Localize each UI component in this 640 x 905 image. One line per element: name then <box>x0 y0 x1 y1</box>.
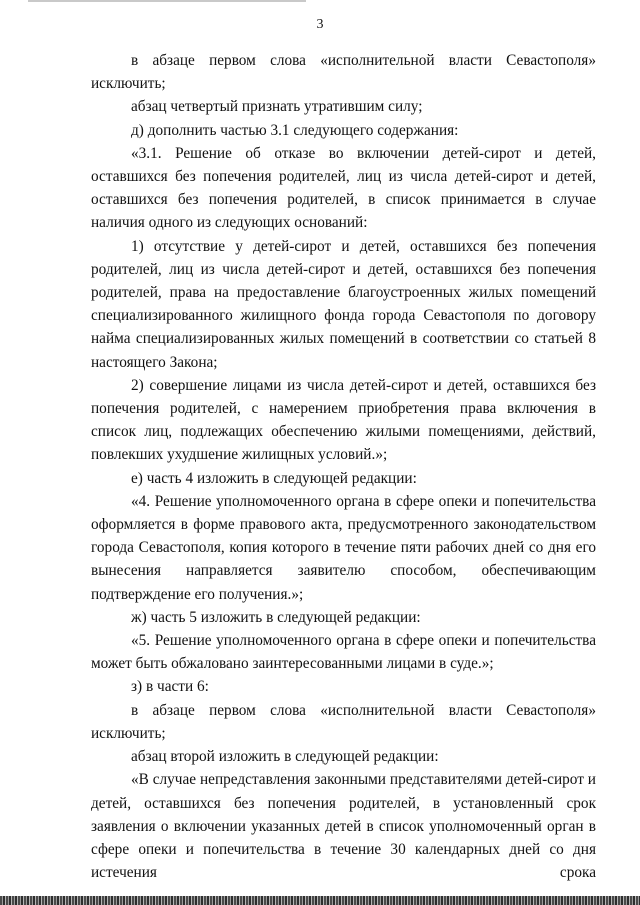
paragraph-11: з) в части 6: <box>131 678 209 696</box>
scan-edge-bottom <box>0 896 640 905</box>
paragraph-10: «5. Решение уполномоченного органа в сфере опеки и попечительства может быть обжаловано заинтересованными лицами в суде.»; <box>91 632 596 673</box>
paragraph-12: в абзаце первом слова «исполнительной власти Севастополя» исключить; <box>91 701 596 742</box>
paragraph-14: «В случае непредставления законными представителями детей-сирот и детей, оставшихся без попечения родителей, в установленный срок заявления о включении указанных детей в список уполномоченный орган в сфере опеки и попечительства в течение 30 календарных дней со дня истечения срока <box>91 771 596 882</box>
page-number: 3 <box>316 17 324 32</box>
paragraph-7: е) часть 4 изложить в следующей редакции: <box>131 469 417 487</box>
paragraph-3: д) дополнить частью 3.1 следующего содержания: <box>131 121 459 139</box>
scan-edge-top <box>28 0 306 2</box>
paragraph-8: «4. Решение уполномоченного органа в сфере опеки и попечительства оформляется в форме правового акта, предусмотренного законодательством города Севастополя, копия которого в течение пяти рабочих дней со дня его вынесения направляется заявителю способом, обеспечивающим подтверждение его получения.»; <box>91 492 596 603</box>
paragraph-5: 1) отсутствие у детей-сирот и детей, оставшихся без попечения родителей, лиц из числа детей-сирот и детей, оставшихся без попечения родителей, права на предоставление благоустроенных жилых помещений специализированного жилищного фонда города Севастополя по договору найма специализированных жилых помещений в соответствии со статьей 8 настоящего Закона; <box>91 237 596 371</box>
paragraph-1: в абзаце первом слова «исполнительной власти Севастополя» исключить; <box>91 52 596 93</box>
document-body <box>91 49 596 884</box>
paragraph-6: 2) совершение лицами из числа детей-сирот и детей, оставшихся без попечения родителей, с намерением приобретения права включения в список лиц, подлежащих обеспечению жилыми помещениями, действий, повлекших ухудшение жилищных условий.»; <box>91 376 596 464</box>
paragraph-4: «3.1. Решение об отказе во включении детей-сирот и детей, оставшихся без попечения родителей, лиц из числа детей-сирот и детей, оставшихся без попечения родителей, в список принимается в случае наличия одного из следующих оснований: <box>91 144 596 232</box>
paragraph-2: абзац четвертый признать утратившим силу; <box>131 98 423 116</box>
paragraph-13: абзац второй изложить в следующей редакции: <box>131 748 439 766</box>
paragraph-9: ж) часть 5 изложить в следующей редакции: <box>131 608 421 626</box>
